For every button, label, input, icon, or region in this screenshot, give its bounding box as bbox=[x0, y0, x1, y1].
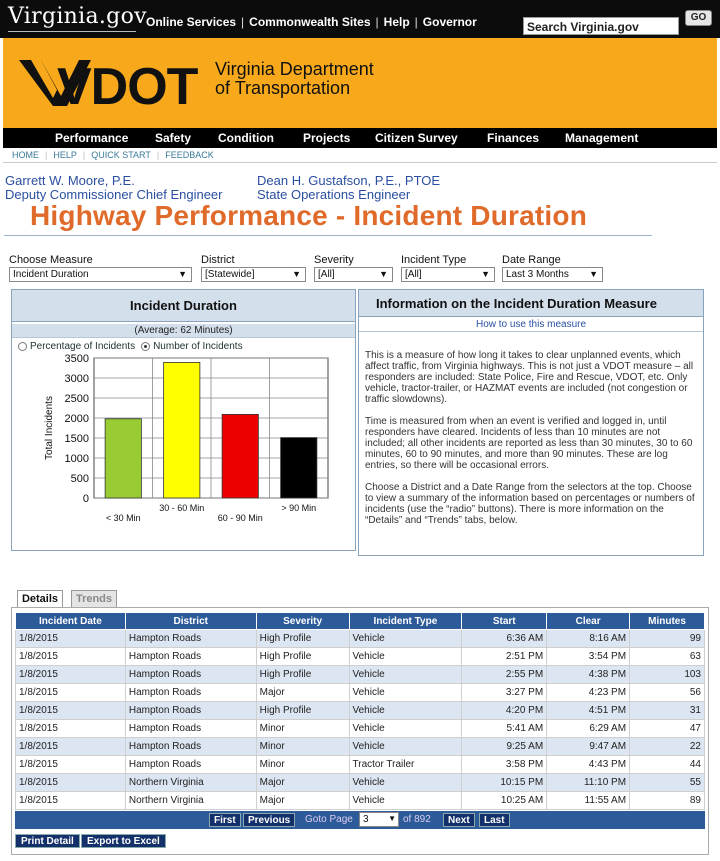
info-panel-title: Information on the Incident Duration Measure bbox=[359, 290, 703, 317]
radio-percentage-button[interactable] bbox=[18, 342, 27, 351]
official-1 bbox=[5, 174, 222, 202]
filter-incident-type-label: Incident Type bbox=[401, 254, 467, 266]
link-help[interactable]: Help bbox=[383, 15, 410, 29]
filter-date-range-label: Date Range bbox=[502, 254, 561, 266]
district-value: [Statewide] bbox=[205, 269, 255, 280]
severity-select[interactable] bbox=[314, 267, 393, 282]
dropdown-arrow-icon: ▼ bbox=[388, 814, 396, 823]
table-cell: 1/8/2015 bbox=[16, 666, 126, 684]
table-cell: 56 bbox=[630, 684, 705, 702]
table-cell: Vehicle bbox=[349, 774, 462, 792]
table-cell: 1/8/2015 bbox=[16, 738, 126, 756]
table-header-row bbox=[16, 613, 705, 630]
info-paragraph: This is a measure of how long it takes to clear unplanned events, which affect traffic, from Virginia highways. This is not just a VDOT measure – all responders are included: State Police, Fire and Rescue, VDOT, etc. Only vehicle, tractor-trailer, or HAZMAT events are included (not congestion or traffic slowdowns). bbox=[365, 350, 694, 405]
top-bar bbox=[0, 0, 720, 38]
link-commonwealth-sites[interactable]: Commonwealth Sites bbox=[249, 15, 371, 29]
table-cell: 11:10 PM bbox=[547, 774, 630, 792]
link-governor[interactable]: Governor bbox=[422, 15, 477, 29]
official-title: Deputy Commissioner Chief Engineer bbox=[5, 187, 223, 202]
table-cell: Hampton Roads bbox=[125, 756, 256, 774]
date-range-select[interactable] bbox=[502, 267, 603, 282]
y-tick-label: 500 bbox=[70, 473, 89, 485]
nav-safety[interactable]: Safety bbox=[155, 131, 192, 145]
dropdown-arrow-icon: ▼ bbox=[589, 269, 598, 279]
subnav-help[interactable]: HELP bbox=[53, 150, 77, 160]
search-input[interactable]: Search Virginia.gov bbox=[523, 17, 679, 35]
table-row bbox=[16, 630, 705, 648]
brand-underline bbox=[8, 31, 136, 32]
page-value: 3 bbox=[363, 814, 369, 825]
table-cell: High Profile bbox=[256, 702, 349, 720]
table-cell: 103 bbox=[630, 666, 705, 684]
table-cell: Major bbox=[256, 792, 349, 810]
table-cell: Vehicle bbox=[349, 684, 462, 702]
table-cell: Vehicle bbox=[349, 720, 462, 738]
table-cell: Vehicle bbox=[349, 702, 462, 720]
incident-type-select[interactable] bbox=[401, 267, 495, 282]
table-cell: 4:38 PM bbox=[547, 666, 630, 684]
measure-select[interactable] bbox=[9, 267, 192, 282]
official-2 bbox=[257, 174, 440, 202]
table-cell: 63 bbox=[630, 648, 705, 666]
radio-percentage-label: Percentage of Incidents bbox=[30, 341, 136, 352]
table-cell: 10:25 AM bbox=[462, 792, 547, 810]
table-cell: 8:16 AM bbox=[547, 630, 630, 648]
main-nav bbox=[3, 128, 717, 148]
district-select[interactable] bbox=[201, 267, 306, 282]
info-paragraph: Choose a District and a Date Range from the selectors at the top. Choose to view a summary of the information based on percentages or numbers of incidents (use the “radio” buttons). There is more information on the “Details” and “Trends” tabs, below. bbox=[365, 482, 695, 526]
vdot-logo-icon[interactable] bbox=[17, 56, 207, 110]
subnav-feedback[interactable]: FEEDBACK bbox=[165, 150, 214, 160]
filter-district-label: District bbox=[201, 254, 235, 266]
title-divider bbox=[4, 235, 652, 236]
table-cell: 4:20 PM bbox=[462, 702, 547, 720]
x-tick-label: > 90 Min bbox=[281, 503, 317, 513]
table-cell: 11:55 AM bbox=[547, 792, 630, 810]
table-cell: 3:54 PM bbox=[547, 648, 630, 666]
previous-page-button[interactable]: Previous bbox=[243, 813, 295, 827]
table-cell: 4:43 PM bbox=[547, 756, 630, 774]
nav-performance[interactable]: Performance bbox=[55, 131, 129, 145]
col-incident-type[interactable]: Incident Type bbox=[349, 613, 462, 630]
vdot-logo-text: VDOT bbox=[57, 58, 198, 110]
pager bbox=[15, 811, 705, 829]
table-cell: High Profile bbox=[256, 630, 349, 648]
subnav-separator: | bbox=[82, 150, 86, 160]
department-name bbox=[215, 60, 374, 98]
link-separator: | bbox=[414, 15, 418, 29]
table-cell: 1/8/2015 bbox=[16, 756, 126, 774]
y-tick-label: 2000 bbox=[64, 413, 89, 425]
table-cell: High Profile bbox=[256, 666, 349, 684]
link-separator: | bbox=[241, 15, 245, 29]
table-cell: Hampton Roads bbox=[125, 648, 256, 666]
last-page-button[interactable]: Last bbox=[479, 813, 510, 827]
subnav-separator: | bbox=[156, 150, 160, 160]
table-cell: Northern Virginia bbox=[125, 774, 256, 792]
incident-duration-chart bbox=[12, 352, 355, 542]
subnav-divider bbox=[3, 162, 717, 163]
filter-measure-label: Choose Measure bbox=[9, 254, 93, 266]
table-cell: Vehicle bbox=[349, 666, 462, 684]
table-cell: 2:55 PM bbox=[462, 666, 547, 684]
table-cell: 22 bbox=[630, 738, 705, 756]
info-paragraph: Time is measured from when an event is verified and logged in, until responders have cleared. Incidents of less than 10 minutes are not included; all other incidents are reported as less than 30 minutes, 30 to 60 minutes, 60 to 90 minutes, and more than 90 minutes. These are log entries, so there will be occasional errors. bbox=[365, 416, 693, 471]
table-cell: 1/8/2015 bbox=[16, 774, 126, 792]
col-severity[interactable]: Severity bbox=[256, 613, 349, 630]
table-cell: 5:41 AM bbox=[462, 720, 547, 738]
table-cell: 89 bbox=[630, 792, 705, 810]
table-cell: Hampton Roads bbox=[125, 720, 256, 738]
x-tick-label: 60 - 90 Min bbox=[217, 513, 263, 523]
table-cell: Hampton Roads bbox=[125, 738, 256, 756]
radio-number-button[interactable] bbox=[141, 342, 150, 351]
print-detail-button[interactable]: Print Detail bbox=[15, 834, 80, 848]
chart-panel bbox=[11, 289, 356, 551]
table-cell: Vehicle bbox=[349, 792, 462, 810]
radio-percentage[interactable] bbox=[18, 341, 135, 352]
table-cell: 6:29 AM bbox=[547, 720, 630, 738]
nav-management[interactable]: Management bbox=[565, 131, 639, 145]
go-button[interactable]: GO bbox=[685, 10, 712, 26]
table-cell: Northern Virginia bbox=[125, 792, 256, 810]
table-cell: 1/8/2015 bbox=[16, 720, 126, 738]
how-to-link[interactable]: How to use this measure bbox=[359, 318, 703, 332]
table-row bbox=[16, 720, 705, 738]
table-row bbox=[16, 756, 705, 774]
nav-projects[interactable]: Projects bbox=[303, 131, 351, 145]
subnav-separator: | bbox=[45, 150, 48, 160]
official-name: Garrett W. Moore, P.E. bbox=[5, 173, 135, 188]
brand-text: Virginia.gov bbox=[8, 4, 147, 29]
info-panel-body bbox=[365, 350, 699, 537]
filter-severity-label: Severity bbox=[314, 254, 354, 266]
nav-condition[interactable]: Condition bbox=[218, 131, 274, 145]
table-cell: 1/8/2015 bbox=[16, 684, 126, 702]
table-cell: 1/8/2015 bbox=[16, 648, 126, 666]
measure-value: Incident Duration bbox=[13, 269, 89, 280]
dropdown-arrow-icon: ▼ bbox=[178, 269, 187, 279]
page-count: of 892 bbox=[403, 814, 431, 825]
col-clear[interactable]: Clear bbox=[547, 613, 630, 630]
y-tick-label: 3500 bbox=[64, 353, 89, 365]
table-cell: Major bbox=[256, 684, 349, 702]
table-cell: 9:47 AM bbox=[547, 738, 630, 756]
x-tick-label: 30 - 60 Min bbox=[159, 503, 205, 513]
radio-number[interactable] bbox=[141, 341, 243, 352]
dropdown-arrow-icon: ▼ bbox=[292, 269, 301, 279]
bar-0 bbox=[105, 419, 141, 498]
table-cell: Major bbox=[256, 774, 349, 792]
y-axis-label: Total Incidents bbox=[44, 396, 55, 460]
first-page-button[interactable]: First bbox=[209, 813, 241, 827]
table-cell: Minor bbox=[256, 756, 349, 774]
table-cell: 3:58 PM bbox=[462, 756, 547, 774]
y-tick-label: 3000 bbox=[64, 373, 89, 385]
table-row bbox=[16, 702, 705, 720]
table-cell: Vehicle bbox=[349, 630, 462, 648]
link-online-services[interactable]: Online Services bbox=[146, 15, 237, 29]
table-cell: 1/8/2015 bbox=[16, 702, 126, 720]
table-cell: 2:51 PM bbox=[462, 648, 547, 666]
next-page-button[interactable]: Next bbox=[443, 813, 475, 827]
official-title: State Operations Engineer bbox=[257, 187, 411, 202]
table-row bbox=[16, 774, 705, 792]
table-cell: Hampton Roads bbox=[125, 684, 256, 702]
nav-citizen-survey[interactable]: Citizen Survey bbox=[375, 131, 458, 145]
sub-nav bbox=[3, 148, 717, 162]
table-cell: 10:15 PM bbox=[462, 774, 547, 792]
col-start[interactable]: Start bbox=[462, 613, 547, 630]
y-tick-label: 1500 bbox=[64, 433, 89, 445]
table-row bbox=[16, 738, 705, 756]
table-cell: 9:25 AM bbox=[462, 738, 547, 756]
x-tick-label: < 30 Min bbox=[105, 513, 141, 523]
vdot-banner bbox=[3, 38, 717, 128]
subnav-home[interactable]: HOME bbox=[12, 150, 39, 160]
table-cell: 99 bbox=[630, 630, 705, 648]
chart-mode-radios bbox=[18, 341, 243, 352]
table-cell: 31 bbox=[630, 702, 705, 720]
table-body bbox=[16, 630, 705, 810]
dropdown-arrow-icon: ▼ bbox=[481, 269, 490, 279]
table-row bbox=[16, 792, 705, 810]
table-cell: Minor bbox=[256, 720, 349, 738]
table-cell: Vehicle bbox=[349, 648, 462, 666]
table-cell: 3:27 PM bbox=[462, 684, 547, 702]
y-tick-label: 0 bbox=[82, 493, 89, 505]
table-row bbox=[16, 666, 705, 684]
export-excel-button[interactable]: Export to Excel bbox=[81, 834, 166, 848]
table-cell: 4:51 PM bbox=[547, 702, 630, 720]
date-range-value: Last 3 Months bbox=[506, 269, 569, 280]
goto-page-label: Goto Page bbox=[305, 814, 353, 825]
y-tick-label: 1000 bbox=[64, 453, 89, 465]
table-cell: 47 bbox=[630, 720, 705, 738]
table-cell: Hampton Roads bbox=[125, 666, 256, 684]
table-cell: Hampton Roads bbox=[125, 702, 256, 720]
col-district[interactable]: District bbox=[125, 613, 256, 630]
info-panel bbox=[358, 289, 704, 556]
table-cell: 55 bbox=[630, 774, 705, 792]
table-cell: Tractor Trailer bbox=[349, 756, 462, 774]
bar-3 bbox=[281, 438, 317, 498]
tab-trends[interactable]: Trends bbox=[71, 590, 117, 608]
page-select[interactable] bbox=[359, 812, 399, 827]
table-cell: High Profile bbox=[256, 648, 349, 666]
table-cell: Hampton Roads bbox=[125, 630, 256, 648]
incident-type-value: [All] bbox=[405, 269, 422, 280]
virginia-gov-logo[interactable] bbox=[8, 4, 147, 29]
nav-finances[interactable]: Finances bbox=[487, 131, 540, 145]
table-cell: 6:36 AM bbox=[462, 630, 547, 648]
table-cell: Minor bbox=[256, 738, 349, 756]
department-line-2: of Transportation bbox=[215, 78, 351, 98]
dropdown-arrow-icon: ▼ bbox=[379, 269, 388, 279]
link-separator: | bbox=[375, 15, 379, 29]
subnav-quick-start[interactable]: QUICK START bbox=[91, 150, 151, 160]
tab-details[interactable]: Details bbox=[17, 590, 63, 608]
table-cell: Vehicle bbox=[349, 738, 462, 756]
table-cell: 1/8/2015 bbox=[16, 630, 126, 648]
official-name: Dean H. Gustafson, P.E., PTOE bbox=[257, 173, 441, 188]
radio-number-label: Number of Incidents bbox=[153, 341, 243, 352]
table-row bbox=[16, 648, 705, 666]
severity-value: [All] bbox=[318, 269, 335, 280]
col-minutes[interactable]: Minutes bbox=[630, 613, 705, 630]
bar-1 bbox=[164, 362, 200, 498]
chart-panel-title: Incident Duration bbox=[12, 290, 355, 322]
y-tick-label: 2500 bbox=[64, 393, 89, 405]
table-cell: 4:23 PM bbox=[547, 684, 630, 702]
table-cell: 1/8/2015 bbox=[16, 792, 126, 810]
top-links bbox=[146, 15, 477, 29]
department-line-1: Virginia Department bbox=[215, 59, 374, 79]
table-row bbox=[16, 684, 705, 702]
col-incident-date[interactable]: Incident Date bbox=[16, 613, 126, 630]
incident-table bbox=[15, 612, 705, 810]
chart-average: (Average: 62 Minutes) bbox=[12, 324, 355, 338]
table-cell: 44 bbox=[630, 756, 705, 774]
bar-2 bbox=[222, 414, 258, 498]
page-title: Highway Performance - Incident Duration bbox=[30, 200, 587, 231]
